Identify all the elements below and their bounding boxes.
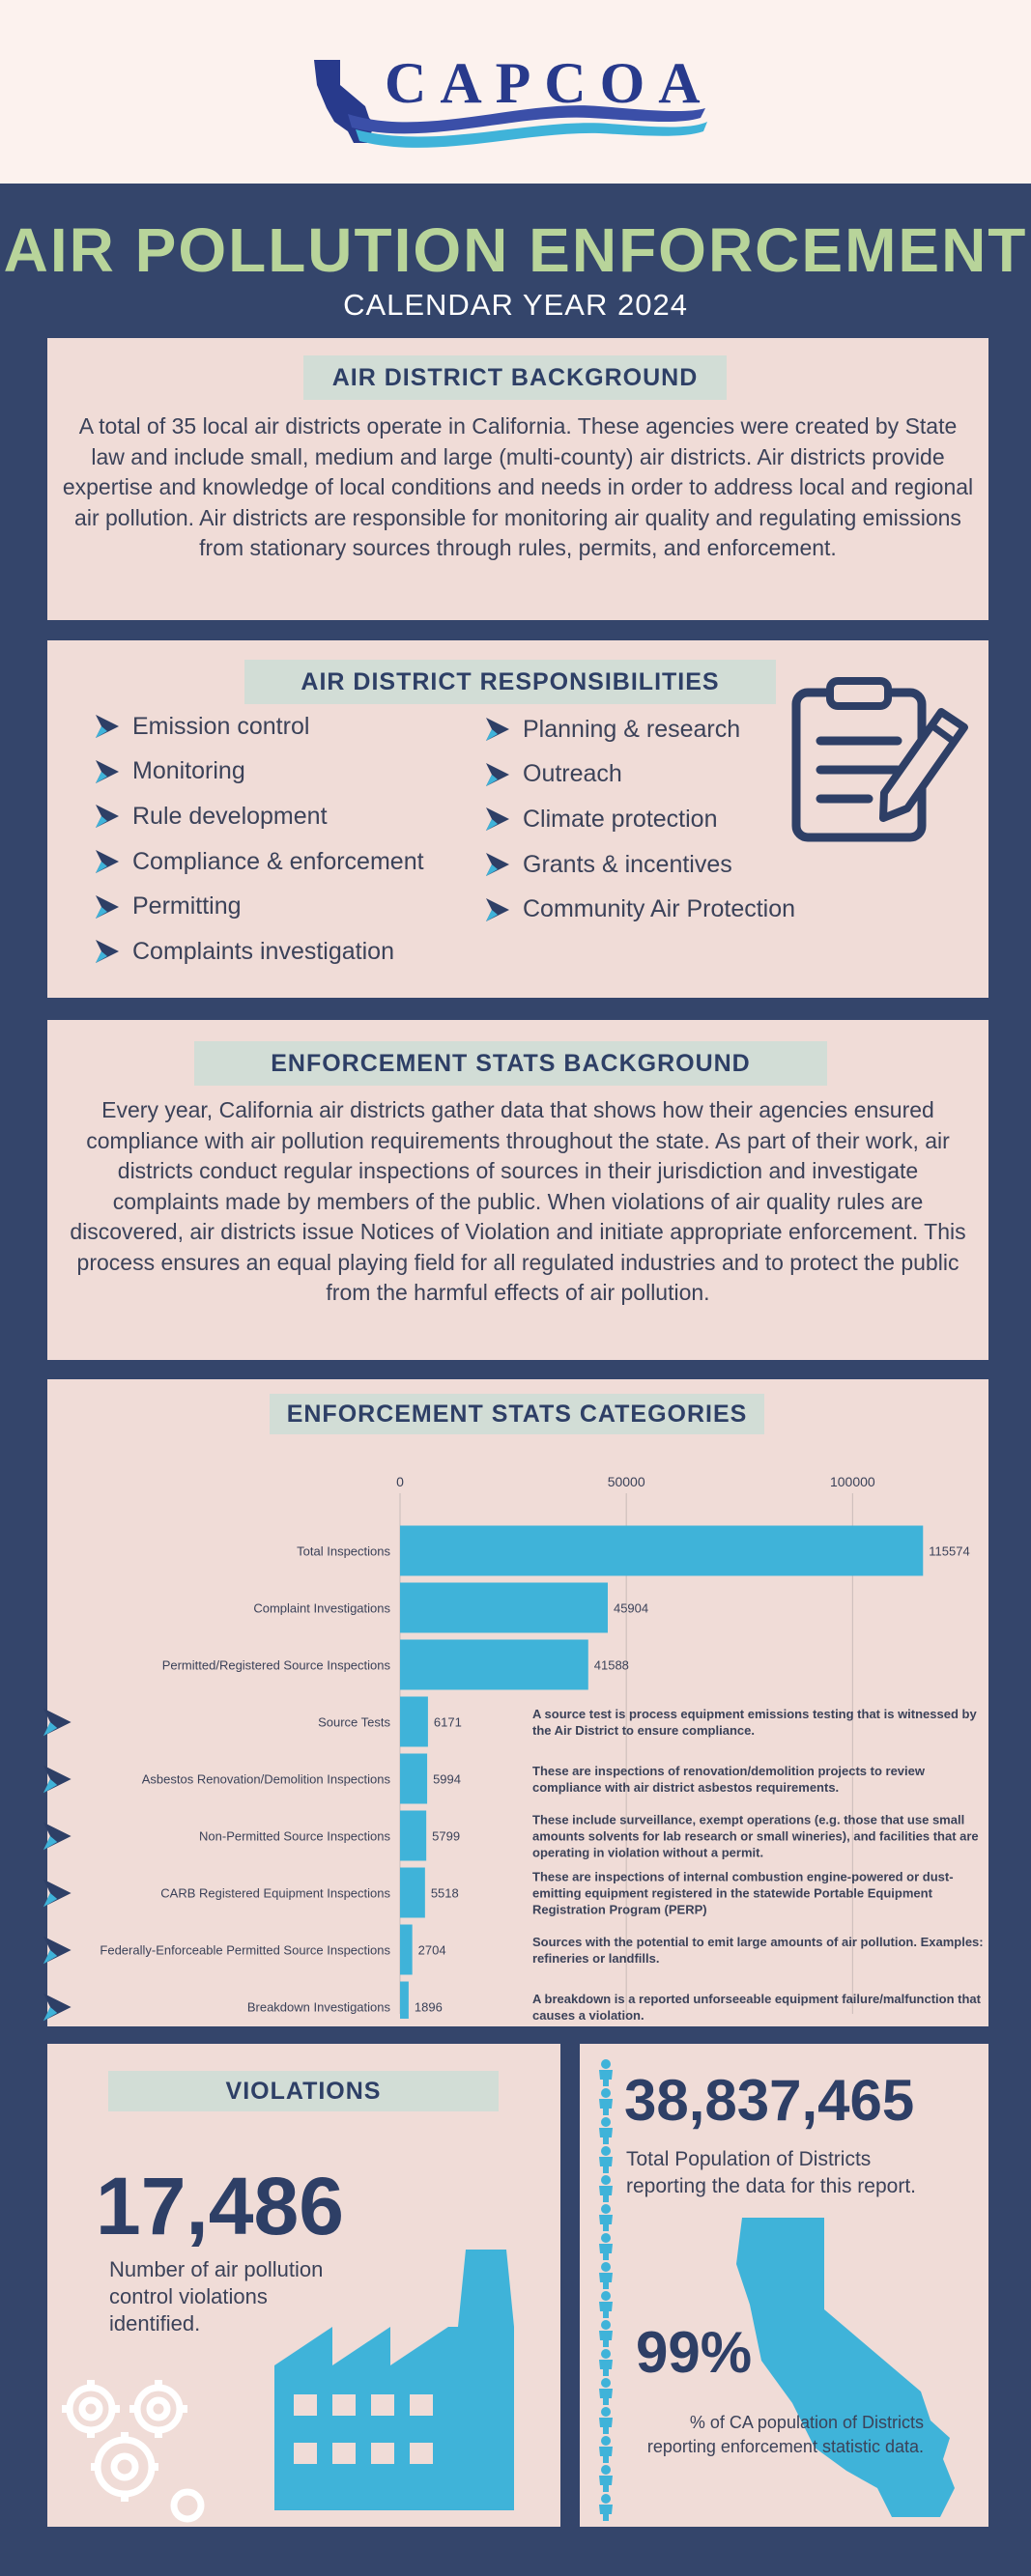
california-map-icon	[723, 2198, 988, 2527]
arrow-icon	[92, 712, 121, 741]
stats-background-panel	[47, 1020, 988, 1360]
category-label: Source Tests	[318, 1714, 390, 1729]
arrow-icon	[92, 847, 121, 876]
bar-value-label: 5518	[430, 1885, 459, 1900]
bar-value-label: 45904	[613, 1600, 649, 1615]
category-label: CARB Registered Equipment Inspections	[160, 1885, 390, 1900]
person-icon	[599, 2465, 613, 2492]
people-column-icon	[591, 2059, 620, 2521]
x-tick-label: 100000	[829, 1474, 875, 1489]
person-icon	[599, 2117, 613, 2144]
list-item	[92, 839, 424, 885]
category-label: Non-Permitted Source Inspections	[199, 1828, 390, 1843]
capcoa-logo	[309, 46, 715, 162]
list-item	[92, 794, 424, 839]
responsibility-label: Compliance & enforcement	[132, 847, 424, 875]
chart-annotation: Sources with the potential to emit large amounts of air pollution. Examples: refineries or landfills.	[532, 1934, 984, 1966]
list-item	[92, 704, 424, 750]
arrow-icon	[92, 937, 121, 966]
responsibilities-heading: AIR DISTRICT RESPONSIBILITIES	[244, 660, 776, 704]
clipboard-pencil-icon	[787, 673, 980, 847]
bar-value-label: 5799	[432, 1828, 461, 1843]
chart-annotation: These are inspections of internal combustion engine-powered or dust-emitting equipment registered in the statewide Portable Equipment Registration Program (PERP)	[532, 1869, 954, 1916]
population-description: Total Population of Districts reporting the data for this report.	[626, 2148, 916, 2197]
responsibility-label: Outreach	[523, 760, 622, 788]
bar-value-label: 2704	[417, 1942, 446, 1957]
list-item	[482, 887, 795, 932]
person-icon	[599, 2349, 613, 2376]
bar-value-label: 115574	[929, 1543, 970, 1558]
chart-bar	[400, 1811, 426, 1861]
responsibility-label: Emission control	[132, 712, 310, 740]
responsibilities-panel	[47, 640, 988, 998]
header	[0, 0, 1031, 184]
list-item	[92, 884, 424, 929]
list-item	[482, 842, 795, 888]
background-panel	[47, 338, 988, 620]
annotation-arrow-icon	[39, 1990, 73, 2024]
arrow-icon	[92, 892, 121, 921]
responsibility-label: Planning & research	[523, 715, 741, 743]
responsibility-label: Complaints investigation	[132, 937, 394, 965]
person-icon	[599, 2204, 613, 2231]
chart-bar	[400, 1754, 427, 1804]
stats-background-text: Every year, California air districts gather data that shows how their agencies ensured compliance with air pollution requirements throughout the state. As part of their work, air districts conduct regular inspections of sources in their jurisdiction and investigate complaints made by members of the public. When violations of air quality rules are discovered, air districts issue Notices of Violation and initiate appropriate enforcement. This process ensures an equal playing field for all regulated industries and to protect the public from the harmful effects of air pollution.	[70, 1097, 966, 1305]
person-icon	[599, 2175, 613, 2202]
responsibility-label: Grants & incentives	[523, 850, 732, 878]
arrow-icon	[482, 850, 511, 879]
responsibilities-left-list	[92, 704, 424, 975]
category-label: Federally-Enforceable Permitted Source Inspections	[100, 1942, 390, 1957]
list-item	[92, 750, 424, 795]
population-percent-description: % of CA population of Districts reporting enforcement statistic data.	[646, 2413, 924, 2456]
arrow-icon	[482, 895, 511, 924]
enforcement-bar-chart	[39, 1468, 1005, 2023]
person-icon	[599, 2407, 613, 2434]
category-label: Breakdown Investigations	[246, 1999, 390, 2014]
annotation-arrow-icon	[39, 1705, 73, 1740]
responsibility-label: Climate protection	[523, 805, 718, 833]
violations-heading: VIOLATIONS	[108, 2071, 499, 2111]
background-text: A total of 35 local air districts operate in California. These agencies were created by State law and include small, medium and large (multi-county) air districts. Air districts provide expertise and knowledge of local conditions and needs in order to address local and regional air pollution. Air districts are responsible for monitoring air quality and regulating emissions from stationary sources through rules, permits, and enforcement.	[62, 413, 974, 560]
background-heading: AIR DISTRICT BACKGROUND	[303, 355, 727, 400]
page-title: AIR POLLUTION ENFORCEMENT	[3, 215, 1028, 285]
population-panel	[580, 2044, 988, 2527]
annotation-arrow-icon	[39, 1933, 73, 1967]
arrow-icon	[482, 805, 511, 834]
responsibility-label: Rule development	[132, 802, 328, 830]
arrow-icon	[92, 757, 121, 786]
person-icon	[599, 2088, 613, 2115]
responsibility-label: Community Air Protection	[523, 895, 796, 923]
responsibility-label: Permitting	[132, 892, 242, 920]
chart-bar	[400, 1982, 409, 2020]
x-tick-label: 50000	[607, 1474, 645, 1489]
person-icon	[599, 2291, 613, 2318]
chart-bar	[400, 1868, 425, 1918]
chart-bar	[400, 1640, 588, 1690]
factory-icon	[274, 2250, 555, 2510]
category-label: Complaint Investigations	[253, 1600, 390, 1615]
chart-bar	[400, 1925, 413, 1975]
list-item	[482, 752, 795, 798]
annotation-arrow-icon	[39, 1876, 73, 1911]
person-icon	[599, 2059, 613, 2086]
arrow-icon	[482, 760, 511, 789]
annotation-arrow-icon	[39, 1819, 73, 1854]
page-subtitle: CALENDAR YEAR 2024	[343, 288, 688, 322]
chart-annotation: A breakdown is a reported unforseeable equipment failure/malfunction that causes a violation.	[532, 1991, 981, 2023]
chart-bar	[400, 1697, 428, 1747]
gears-icon	[52, 2370, 207, 2525]
stats-background-heading: ENFORCEMENT STATS BACKGROUND	[194, 1041, 827, 1086]
arrow-icon	[92, 802, 121, 831]
chart-bar	[400, 1583, 608, 1633]
chart-annotation: These are inspections of renovation/demolition projects to review compliance with air district asbestos requirements.	[532, 1763, 925, 1795]
x-tick-label: 0	[396, 1474, 404, 1489]
person-icon	[599, 2262, 613, 2289]
violations-description: Number of air pollution control violations identified.	[109, 2257, 324, 2335]
violations-panel	[47, 2044, 560, 2527]
population-count: 38,837,465	[624, 2068, 915, 2133]
responsibility-label: Monitoring	[132, 757, 245, 785]
category-label: Permitted/Registered Source Inspections	[161, 1657, 390, 1672]
list-item	[92, 929, 424, 975]
bar-value-label: 1896	[414, 1999, 443, 2014]
person-icon	[599, 2378, 613, 2405]
person-icon	[599, 2146, 613, 2173]
person-icon	[599, 2494, 613, 2521]
list-item	[482, 707, 795, 752]
bar-value-label: 6171	[433, 1714, 462, 1729]
arrow-icon	[482, 715, 511, 744]
chart-bar	[400, 1526, 923, 1576]
annotation-arrow-icon	[39, 1762, 73, 1797]
list-item	[482, 797, 795, 842]
person-icon	[599, 2233, 613, 2260]
person-icon	[599, 2320, 613, 2347]
chart-annotation: A source test is process equipment emissions testing that is witnessed by the Air District to ensure compliance.	[532, 1706, 977, 1738]
chart-annotation: These include surveillance, exempt operations (e.g. those that use small amounts solvents for lab research or small wineries), and facilities that are operating in violation without a permit.	[532, 1812, 979, 1859]
stats-categories-heading: ENFORCEMENT STATS CATEGORIES	[270, 1394, 764, 1434]
category-label: Asbestos Renovation/Demolition Inspections	[141, 1771, 390, 1786]
responsibilities-right-list	[482, 707, 795, 932]
bar-value-label: 41588	[593, 1657, 629, 1672]
person-icon	[599, 2436, 613, 2463]
bar-value-label: 5994	[433, 1771, 461, 1786]
category-label: Total Inspections	[297, 1543, 390, 1558]
violations-count: 17,486	[96, 2161, 344, 2251]
logo-text: CAPCOA	[385, 51, 714, 115]
population-percent: 99%	[636, 2320, 753, 2385]
